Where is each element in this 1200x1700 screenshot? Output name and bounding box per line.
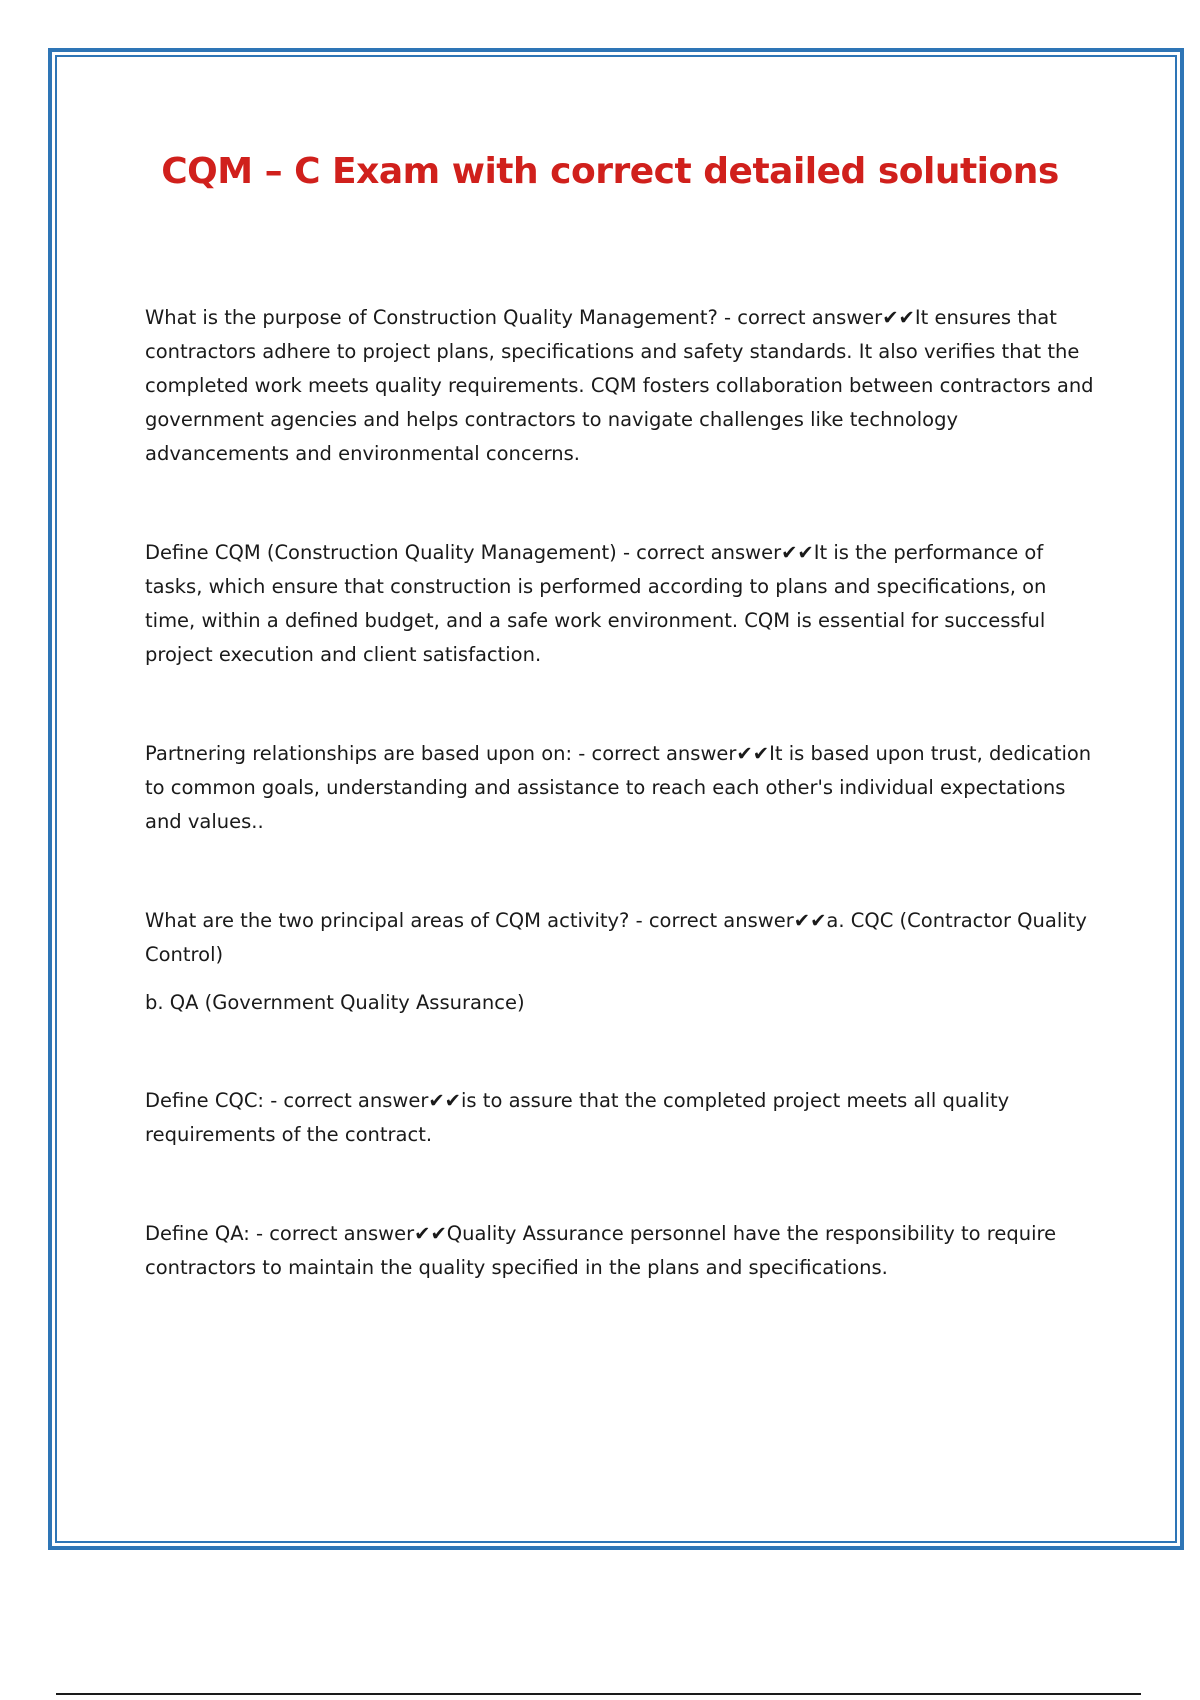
qa-paragraph: Define QA: - correct answer✔✔Quality Assurance personnel have the responsibility to require contractors to maintain the quality specified in the plans and specifications. — [145, 1222, 1057, 1280]
qa-item-define-cqc — [145, 1084, 1095, 1152]
qa-item-define-cqm — [145, 536, 1095, 672]
qa-paragraph: Define CQC: - correct answer✔✔is to assure that the completed project meets all quality requirements of the contract. — [145, 1089, 1010, 1147]
qa-item-partnering — [145, 737, 1095, 839]
qa-paragraph: What is the purpose of Construction Quality Management? - correct answer✔✔It ensures that contractors adhere to project plans, specifications and safety standards. It also verifies that the completed work meets quality requirements. CQM fosters collaboration between contractors and government agencies and helps contractors to navigate challenges like technology advancements and environmental concerns. — [145, 306, 1094, 466]
qa-paragraph: Define CQM (Construction Quality Management) - correct answer✔✔It is the performance of tasks, which ensure that construction is performed according to plans and specifications, on time, within a defined budget, and a safe work environment. CQM is essential for successful project execution and client satisfaction. — [145, 541, 1047, 667]
qa-paragraph: What are the two principal areas of CQM activity? - correct answer✔✔a. CQC (Contractor Quality Control) — [145, 909, 1087, 967]
qa-paragraph: Partnering relationships are based upon on: - correct answer✔✔It is based upon trust, dedication to common goals, understanding and assistance to reach each other's individual expectations and values.. — [145, 742, 1092, 834]
qa-item-define-qa — [145, 1217, 1095, 1285]
document-body — [145, 140, 1095, 1350]
qa-paragraph: b. QA (Government Quality Assurance) — [145, 991, 525, 1015]
qa-item-principal-areas — [145, 904, 1095, 1020]
footer-divider — [56, 1693, 1141, 1695]
qa-item-purpose-of-cqm — [145, 301, 1095, 471]
qa-list — [145, 301, 1095, 1285]
document-title: CQM – C Exam with correct detailed solutions — [161, 151, 1059, 192]
